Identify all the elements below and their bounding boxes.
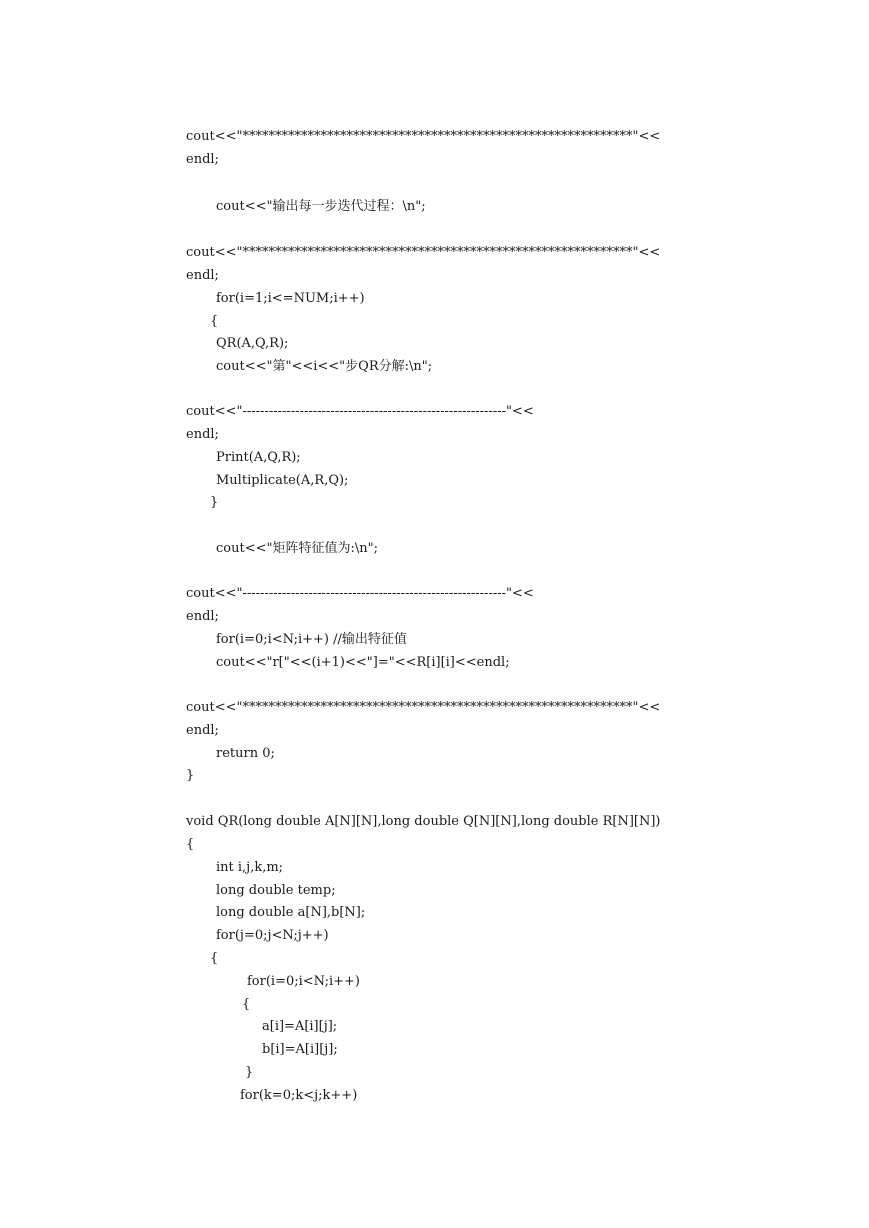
code-line: } [245,1065,254,1080]
code-line: endl; [186,723,219,738]
code-line: { [242,997,251,1012]
code-line: int i,j,k,m; [216,860,284,875]
code-line: cout<<"************************************************************"<< [186,129,661,144]
code-line: cout<<"r["<<(i+1)<<"]="<<R[i][i]<<endl; [216,655,510,670]
code-line: cout<<"------------------------------------------------------------"<< [186,586,534,601]
code-line: QR(A,Q,R); [216,336,289,351]
code-line: endl; [186,427,219,442]
code-line: cout<<"************************************************************"<< [186,700,661,715]
code-line: { [210,314,219,329]
code-line: } [210,495,219,510]
code-line: endl; [186,609,219,624]
code-line: Print(A,Q,R); [216,450,301,465]
code-line: return 0; [216,746,275,761]
code-line: endl; [186,268,219,283]
code-line: for(k=0;k<j;k++) [240,1088,358,1103]
code-line: cout<<"输出每一步迭代过程：\n"; [216,199,426,214]
code-line: for(i=0;i<N;i++) [247,974,360,989]
code-line: for(j=0;j<N;j++) [216,928,329,943]
code-line: b[i]=A[i][j]; [262,1042,338,1057]
code-line: cout<<"矩阵特征值为:\n"; [216,541,378,556]
code-line: endl; [186,152,219,167]
code-line: long double temp; [216,883,336,898]
code-line: a[i]=A[i][j]; [262,1019,338,1034]
code-line: cout<<"************************************************************"<< [186,245,661,260]
code-line: cout<<"------------------------------------------------------------"<< [186,404,534,419]
code-line: void QR(long double A[N][N],long double Q[N][N],long double R[N][N]) [186,814,661,829]
code-line: { [210,951,219,966]
code-line: } [186,768,195,783]
code-line: long double a[N],b[N]; [216,905,366,920]
code-line: Multiplicate(A,R,Q); [216,473,349,488]
code-line: cout<<"第"<<i<<"步QR分解:\n"; [216,359,433,374]
code-line: for(i=0;i<N;i++) //输出特征值 [216,632,407,647]
code-line: for(i=1;i<=NUM;i++) [216,291,365,306]
code-line: { [186,837,195,852]
